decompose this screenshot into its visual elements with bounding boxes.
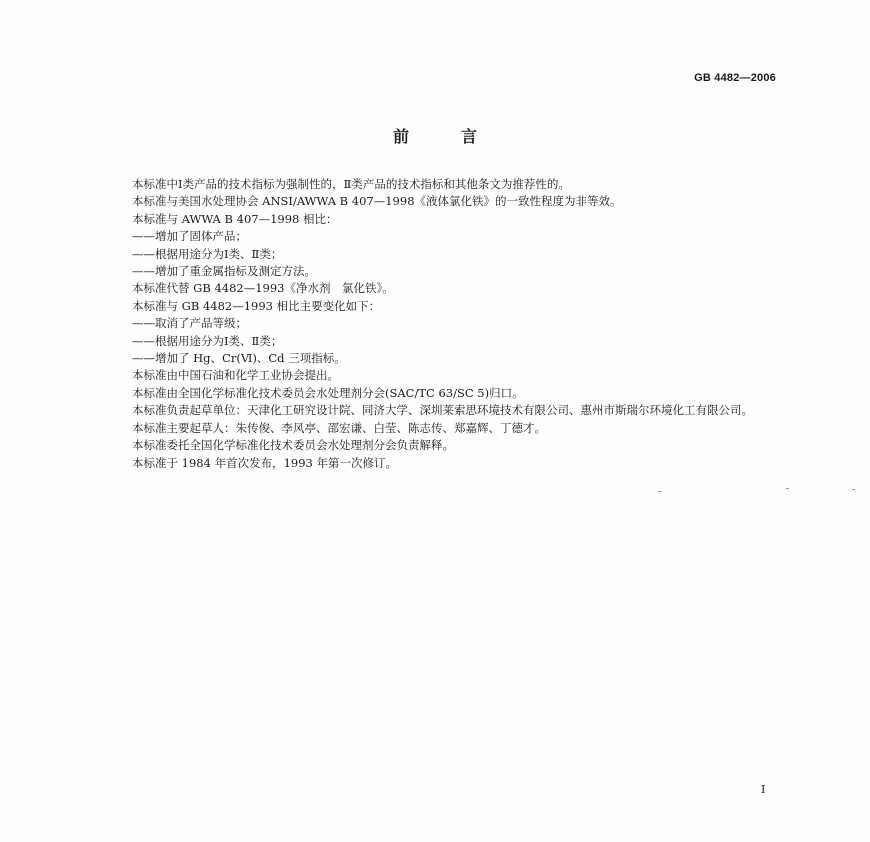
paragraph-interpretation: 本标准委托全国化学标准化技术委员会水处理剂分会负责解释。: [132, 438, 454, 453]
paragraph-drafters: 本标准主要起草人：朱传俊、李风亭、邵宏谦、白莹、陈志传、郑嘉辉、丁德才。: [132, 420, 546, 435]
scan-speck: [658, 491, 661, 492]
scan-speck: [852, 489, 855, 490]
page-title: 前言: [392, 127, 529, 146]
paragraph-comparison-awwa: 本标准与 AWWA B 407—1998 相比：: [132, 211, 338, 226]
paragraph-category-requirements: 本标准中Ⅰ类产品的技术指标为强制性的，Ⅱ类产品的技术指标和其他条文为推荐性的。: [132, 177, 570, 191]
foreword-body: [114, 176, 794, 472]
standard-code-header: GB 4482—2006: [694, 72, 776, 84]
page-number: I: [761, 783, 766, 796]
list-item-category-split-2: ——根据用途分为Ⅰ类、Ⅱ类；: [132, 333, 283, 348]
paragraph-proposed-by: 本标准由中国石油和化学工业协会提出。: [132, 368, 339, 383]
list-item-three-indicators: ——增加了 Hg、Cr(Ⅵ)、Cd 三项指标。: [132, 351, 346, 366]
list-item-solid-product: ——增加了固体产品；: [132, 229, 247, 244]
paragraph-drafting-units: 本标准负责起草单位：天津化工研究设计院、同济大学、深圳莱索思环境技术有限公司、惠州市斯瑞尔环境化工有限公司。: [132, 403, 753, 418]
paragraph-replaces: 本标准代替 GB 4482—1993《净水剂 氯化铁》。: [132, 281, 394, 296]
paragraph-history: 本标准于 1984 年首次发布，1993 年第一次修订。: [132, 455, 397, 470]
scan-speck: [786, 488, 789, 489]
paragraph-centralized-by: 本标准由全国化学标准化技术委员会水处理剂分会(SAC/TC 63/SC 5)归口。: [132, 385, 524, 400]
list-item-category-split: ——根据用途分为Ⅰ类、Ⅱ类；: [132, 246, 283, 261]
list-item-heavy-metals: ——增加了重金属指标及测定方法。: [132, 264, 316, 279]
paragraph-equivalence: 本标准与美国水处理协会 ANSI/AWWA B 407—1998《液体氯化铁》的一致性程度为非等效。: [132, 194, 622, 209]
list-item-grade-removed: ——取消了产品等级；: [132, 316, 247, 331]
paragraph-comparison-gb: 本标准与 GB 4482—1993 相比主要变化如下：: [132, 298, 381, 313]
